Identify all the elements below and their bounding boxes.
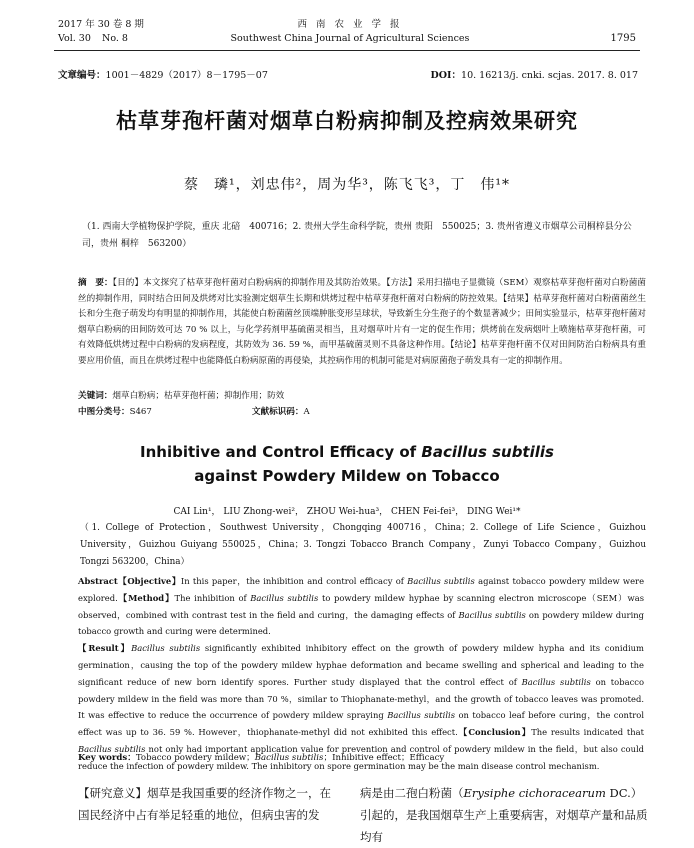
section-label: 【研究意义】 bbox=[78, 786, 147, 800]
keywords-cn-text: 烟草白粉病；枯草芽孢杆菌；抑制作用；防效 bbox=[112, 391, 285, 401]
species-name: Bacillus subtilis bbox=[250, 592, 319, 603]
authors-en: CAI Lin¹， LIU Zhong-wei²， ZHOU Wei-hua³， CHEN Fei-fei³， DING Wei¹* bbox=[173, 507, 521, 517]
abstract-cn bbox=[78, 276, 646, 369]
authors-cn: 蔡 璘¹，刘忠伟²，周为华³，陈飞飞³，丁 伟¹* bbox=[183, 177, 511, 193]
species-name: Bacillus subtilis bbox=[78, 743, 146, 754]
keywords-cn-label: 关键词： bbox=[78, 391, 113, 401]
header-issue bbox=[58, 18, 144, 46]
title-cn: 枯草芽孢杆菌对烟草白粉病抑制及控病效果研究 bbox=[116, 109, 578, 133]
article-number-label: 文章编号 bbox=[58, 70, 97, 81]
affiliations-en: （1. College of Protection，Southwest University，Chongqing 400716，China；2. College of Life Science，Guizhou University，Guizhou Guiyang 550025，China；3. Tongzi Tobacco Branch Company，Zunyi Tobacco Company，Guizhou Tongzi 563200，China） bbox=[80, 523, 646, 567]
title-en-species: Bacillus subtilis bbox=[421, 443, 554, 461]
abstract-cn-text: 【目的】本文探究了枯草芽孢杆菌对白粉病病的抑制作用及其防治效果。【方法】采用扫描电子显微镜（SEM）观察枯草芽孢杆菌对白粉菌菌丝的抑制作用，同时结合田间及烘烤对比实验测定烟草生长期和烘烤过程中枯草芽孢杆菌对白粉病的防控效果。【结果】枯草芽孢杆菌对白粉菌菌丝生长和分生孢子萌发均有明显的抑制作用，其能使白粉菌菌丝顶端肿胀变形呈球状，导致新生分生孢子的个数显著减少；田间实验显示，枯草芽孢杆菌对烟草白粉病的田间防效可达 70 % 以上，与化学药剂甲基硫菌灵相当，且对烟草叶片有一定的促生作用；烘烤前在发病烟叶上喷施枯草芽孢杆菌，可有效降低烘烤过程中白粉病的发病程度，其防效为 36. 59 %，而甲基硫菌灵则不具备这种作用。【结论】枯草芽孢杆菌不仅对田间防治白粉病具有重要应用价值，而且在烘烤过程中也能降低白粉病原菌的再侵染，其控病作用的机制可能是对病原菌孢子萌发具有一定的抑制作用。 bbox=[78, 278, 646, 366]
title-en bbox=[60, 440, 634, 488]
header-no: No. 8 bbox=[102, 33, 128, 44]
species-name: Bacillus subtilis bbox=[387, 710, 456, 721]
doi: DOI：10. 16213/j. cnki. scjas. 2017. 8. 017 bbox=[430, 70, 638, 81]
keywords-en-label: Key words： bbox=[78, 753, 136, 763]
clc: 中图分类号：S467 bbox=[78, 407, 152, 417]
journal-name-en: Southwest China Journal of Agricultural Sciences bbox=[230, 33, 470, 44]
species-name: Bacillus subtilis bbox=[254, 753, 324, 763]
keywords-cn bbox=[78, 389, 284, 401]
header-vol: Vol. 30 bbox=[58, 33, 91, 44]
species-name: Bacillus subtilis bbox=[131, 643, 201, 654]
abstract-en-label: Abstract bbox=[78, 576, 118, 586]
header-rule bbox=[54, 50, 640, 51]
body-column-right: 病是由二孢白粉菌（Erysiphe cichoracearum DC.）引起的，是我国烟草生产上重要病害，对烟草产量和品质均有 bbox=[360, 786, 648, 844]
title-en-line2: against Powdery Mildew on Tobacco bbox=[194, 467, 500, 485]
species-name: Bacillus subtilis bbox=[458, 609, 526, 620]
title-en-line1: Inhibitive and Control Efficacy of Bacillus subtilis bbox=[140, 443, 554, 461]
header-vol-no bbox=[58, 32, 144, 46]
abstract-en: Abstract【Objective】In this paper，the inhibition and control efficacy of Bacillus subtilis against tobacco powdery mildew were explored.【Method】The inhibition of Bacillus subtilis to powdery mildew hyphae by scanning electron microscope（SEM）was observed，combined with contrast test in the field and curing，the damaging effects of Bacillus subtilis on powdery mildew during tobacco growth and curing were determined. 【Result】Bacillus subtilis significantly exhibited inhibitory effect on the growth of powdery mildew hypha and its conidium germination，causing the top of the powdery mildew hyphae deformation and became swelling and spherical and leading to the significant reduce of new born identify spores. Further study displayed that the control effect of Bacillus subtilis on tobacco powdery mildew in the field was more than 70 %，similar to Thiophanate-methyl，and the growth of tobacco leaves was promoted. It was effective to reduce the occurrence of powdery mildew spraying Bacillus subtilis on tobacco leaf before curing，the control effect was up to 36. 59 %. However，thiophanate-methyl did not exhibited this effect.【Conclusion】The results indicated that Bacillus subtilis not only had important application value for prevention and control of powdery mildew in the field，but also could reduce the infection of powdery mildew. The inhibitory on spore germination may be the main disease control mechanism. bbox=[78, 576, 645, 771]
article-number: 文章编号：1001－4829（2017）8－1795－07 bbox=[58, 70, 268, 81]
affiliations-cn: （1. 西南大学植物保护学院，重庆 北碚 400716；2. 贵州大学生命科学院，贵州 贵阳 550025；3. 贵州省遵义市烟草公司桐梓县分公司，贵州 桐梓 563200） bbox=[82, 222, 632, 249]
keywords-en: Key words：Tobacco powdery mildew；Bacillus subtilis；Inhibitive effect；Efficacy bbox=[78, 753, 445, 763]
doi-value: 10. 16213/j. cnki. scjas. 2017. 8. 017 bbox=[461, 70, 638, 81]
doi-label: DOI bbox=[430, 70, 452, 81]
page-number: 1795 bbox=[610, 33, 636, 44]
journal-name-cn: 西 南 农 业 学 报 bbox=[297, 19, 403, 30]
species-name: Bacillus subtilis bbox=[407, 576, 475, 586]
header-year-issue-cn: 2017 年 30 卷 8 期 bbox=[58, 19, 144, 30]
classification bbox=[78, 405, 410, 417]
doc-code: 文献标识码：A bbox=[251, 407, 310, 417]
article-number-value: 1001－4829（2017）8－1795－07 bbox=[105, 70, 268, 81]
pathogen-name: Erysiphe cichoracearum bbox=[463, 786, 606, 800]
abstract-cn-label: 摘 要： bbox=[78, 278, 113, 288]
species-name: Bacillus subtilis bbox=[521, 676, 591, 687]
journal-name bbox=[200, 18, 500, 46]
body-column-left: 【研究意义】烟草是我国重要的经济作物之一，在国民经济中占有举足轻重的地位，但病虫害的发 bbox=[78, 786, 331, 822]
